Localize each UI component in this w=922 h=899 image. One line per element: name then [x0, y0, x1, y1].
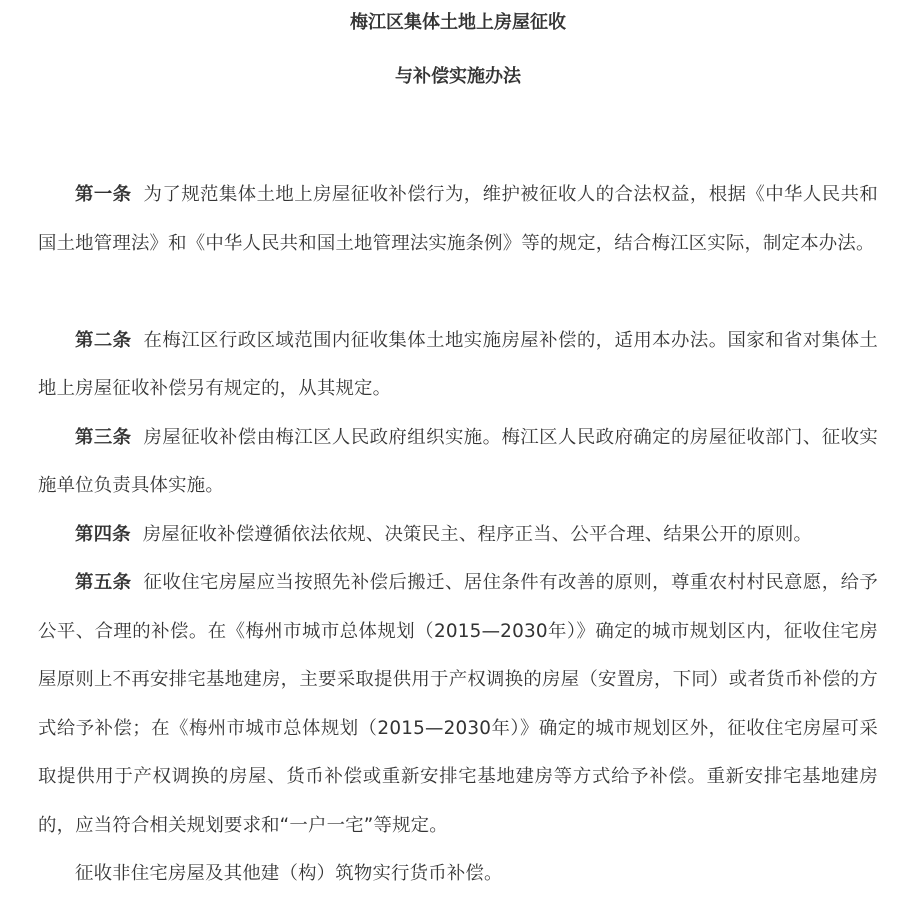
article-4: [38, 511, 878, 560]
document-title-line1: 梅江区集体土地上房屋征收: [350, 12, 566, 33]
document-body: [38, 171, 878, 899]
article-label: 第三条: [75, 426, 132, 448]
article-2: [38, 317, 878, 414]
article-text: 征收住宅房屋应当按照先补偿后搬迁、居住条件有改善的原则，尊重农村村民意愿，给予公平、合理的补偿。在《梅州市城市总体规划（2015—2030年）》确定的城市规划区内，征收住宅房屋原则上不再安排宅基地建房，主要采取提供用于产权调换的房屋（安置房，下同）或者货币补偿的方式给予补偿；在《梅州市城市总体规划（2015—2030年）》确定的城市规划区外，征收住宅房屋可采取提供用于产权调换的房屋、货币补偿或重新安排宅基地建房等方式给予补偿。重新安排宅基地建房的，应当符合相关规划要求和“一户一宅”等规定。: [38, 572, 878, 836]
article-text: 为了规范集体土地上房屋征收补偿行为，维护被征收人的合法权益，根据《中华人民共和国土地管理法》和《中华人民共和国土地管理法实施条例》等的规定，结合梅江区实际，制定本办法。: [38, 184, 878, 254]
article-5: [38, 559, 878, 850]
extra-paragraph: 征收非住宅房屋及其他建（构）筑物实行货币补偿。: [75, 863, 503, 884]
article-text: 房屋征收补偿由梅江区人民政府组织实施。梅江区人民政府确定的房屋征收部门、征收实施单位负责具体实施。: [38, 426, 878, 496]
article-text: 在梅江区行政区域范围内征收集体土地实施房屋补偿的，适用本办法。国家和省对集体土地上房屋征收补偿另有规定的，从其规定。: [38, 329, 878, 399]
article-label: 第四条: [75, 523, 131, 545]
article-label: 第一条: [75, 184, 132, 205]
article-label: 第二条: [75, 329, 132, 351]
document-title-line2: 与补偿实施办法: [395, 66, 521, 87]
article-text: 房屋征收补偿遵循依法依规、决策民主、程序正当、公平合理、结果公开的原则。: [142, 523, 813, 545]
article-1: [38, 171, 878, 317]
article-3: [38, 414, 878, 511]
article-label: 第五条: [75, 572, 132, 593]
